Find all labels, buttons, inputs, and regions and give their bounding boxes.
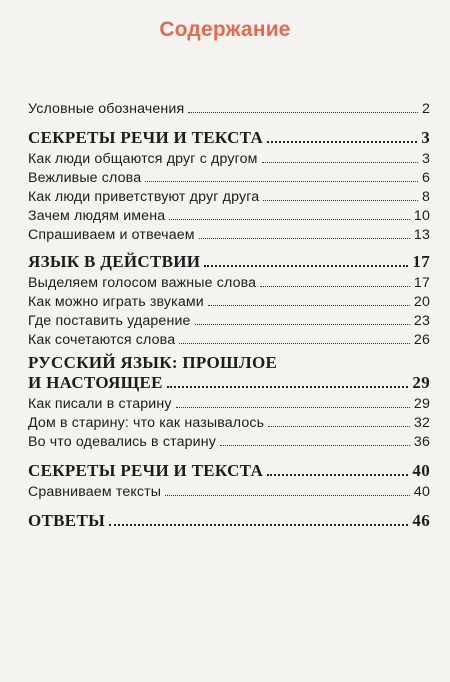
dot-leader [260,285,410,287]
toc-section-title: СЕКРЕТЫ РЕЧИ И ТЕКСТА [28,128,264,147]
toc-section-page: 40 [412,461,430,480]
toc-entry-page: 8 [421,189,430,205]
toc-entry[interactable] [28,332,430,348]
dot-leader [199,237,410,239]
toc-entry-label: Дом в старину: что как называлось [28,415,265,431]
dot-leader [195,323,410,325]
dot-leader [165,494,410,496]
toc-entry[interactable] [28,275,430,291]
dot-leader [169,218,410,220]
toc-entry-page: 13 [413,227,430,243]
toc-entry[interactable] [28,227,430,243]
toc-entry[interactable] [28,170,430,186]
toc-section-title: И НАСТОЯЩЕЕ [28,373,163,392]
toc-entry-page: 3 [421,151,430,167]
dot-leader [268,425,410,427]
toc-section-title: СЕКРЕТЫ РЕЧИ И ТЕКСТА [28,461,264,480]
dot-leader [176,406,410,408]
dot-leader [167,385,409,388]
toc-entry-label: Выделяем голосом важные слова [28,275,257,291]
toc-section-page: 17 [412,252,430,271]
toc-entry[interactable] [28,484,430,500]
toc-entry-label: Зачем людям имена [28,208,166,224]
toc-entry-label: Как можно играть звуками [28,294,204,310]
toc-entry-label: Как сочетаются слова [28,332,176,348]
toc-entry[interactable] [28,101,430,117]
toc-entry[interactable] [28,208,430,224]
toc-entry[interactable] [28,415,430,431]
toc-section-heading[interactable] [28,252,430,272]
toc-section-page: 3 [421,128,430,147]
toc-entry[interactable] [28,294,430,310]
toc-entry-label: Сравниваем тексты [28,484,162,500]
toc-entry-page: 26 [413,332,430,348]
toc-section-heading[interactable] [28,511,430,531]
toc-entry-label: Условные обозначения [28,101,185,117]
toc-entry[interactable] [28,189,430,205]
toc-entry[interactable] [28,313,430,329]
dot-leader [179,342,410,344]
toc-entry-label: Как люди общаются друг с другом [28,151,258,167]
dot-leader [262,161,418,163]
toc-entry-page: 20 [413,294,430,310]
toc-entry[interactable] [28,151,430,167]
toc-section-heading[interactable] [28,461,430,481]
toc-section-title: ЯЗЫК В ДЕЙСТВИИ [28,252,201,271]
dot-leader [188,111,418,113]
toc-section-title[interactable]: РУССКИЙ ЯЗЫК: ПРОШЛОЕ [28,353,278,372]
toc-entry-page: 40 [413,484,430,500]
toc-entry-page: 2 [421,101,430,117]
toc-entry-page: 6 [421,170,430,186]
toc-entry-page: 23 [413,313,430,329]
toc-entry-label: Как люди приветствуют друг друга [28,189,260,205]
toc-entry[interactable] [28,396,430,412]
toc-entry-page: 36 [413,434,430,450]
toc-section-page: 46 [412,511,430,530]
page-title: Содержание [159,18,291,41]
toc-entry-label: Спрашиваем и отвечаем [28,227,195,243]
dot-leader [204,264,408,267]
toc-entry-page: 17 [413,275,430,291]
dot-leader [208,304,410,306]
dot-leader [263,199,418,201]
dot-leader [267,473,408,476]
dot-leader [145,180,418,182]
toc-entry-label: Во что одевались в старину [28,434,216,450]
dot-leader [220,444,410,446]
toc-entry-page: 10 [413,208,430,224]
dot-leader [109,523,408,526]
toc-entry-page: 29 [413,396,430,412]
toc-entry-page: 32 [413,415,430,431]
toc-section-heading[interactable] [28,373,430,393]
toc-section-heading[interactable] [28,128,430,148]
toc-entry-label: Вежливые слова [28,170,142,186]
toc-section-title: ОТВЕТЫ [28,511,106,530]
dot-leader [267,140,417,143]
toc-entry-label: Где поставить ударение [28,313,191,329]
toc-section-page: 29 [412,373,430,392]
toc-entry-label: Как писали в старину [28,396,172,412]
toc-entry[interactable] [28,434,430,450]
